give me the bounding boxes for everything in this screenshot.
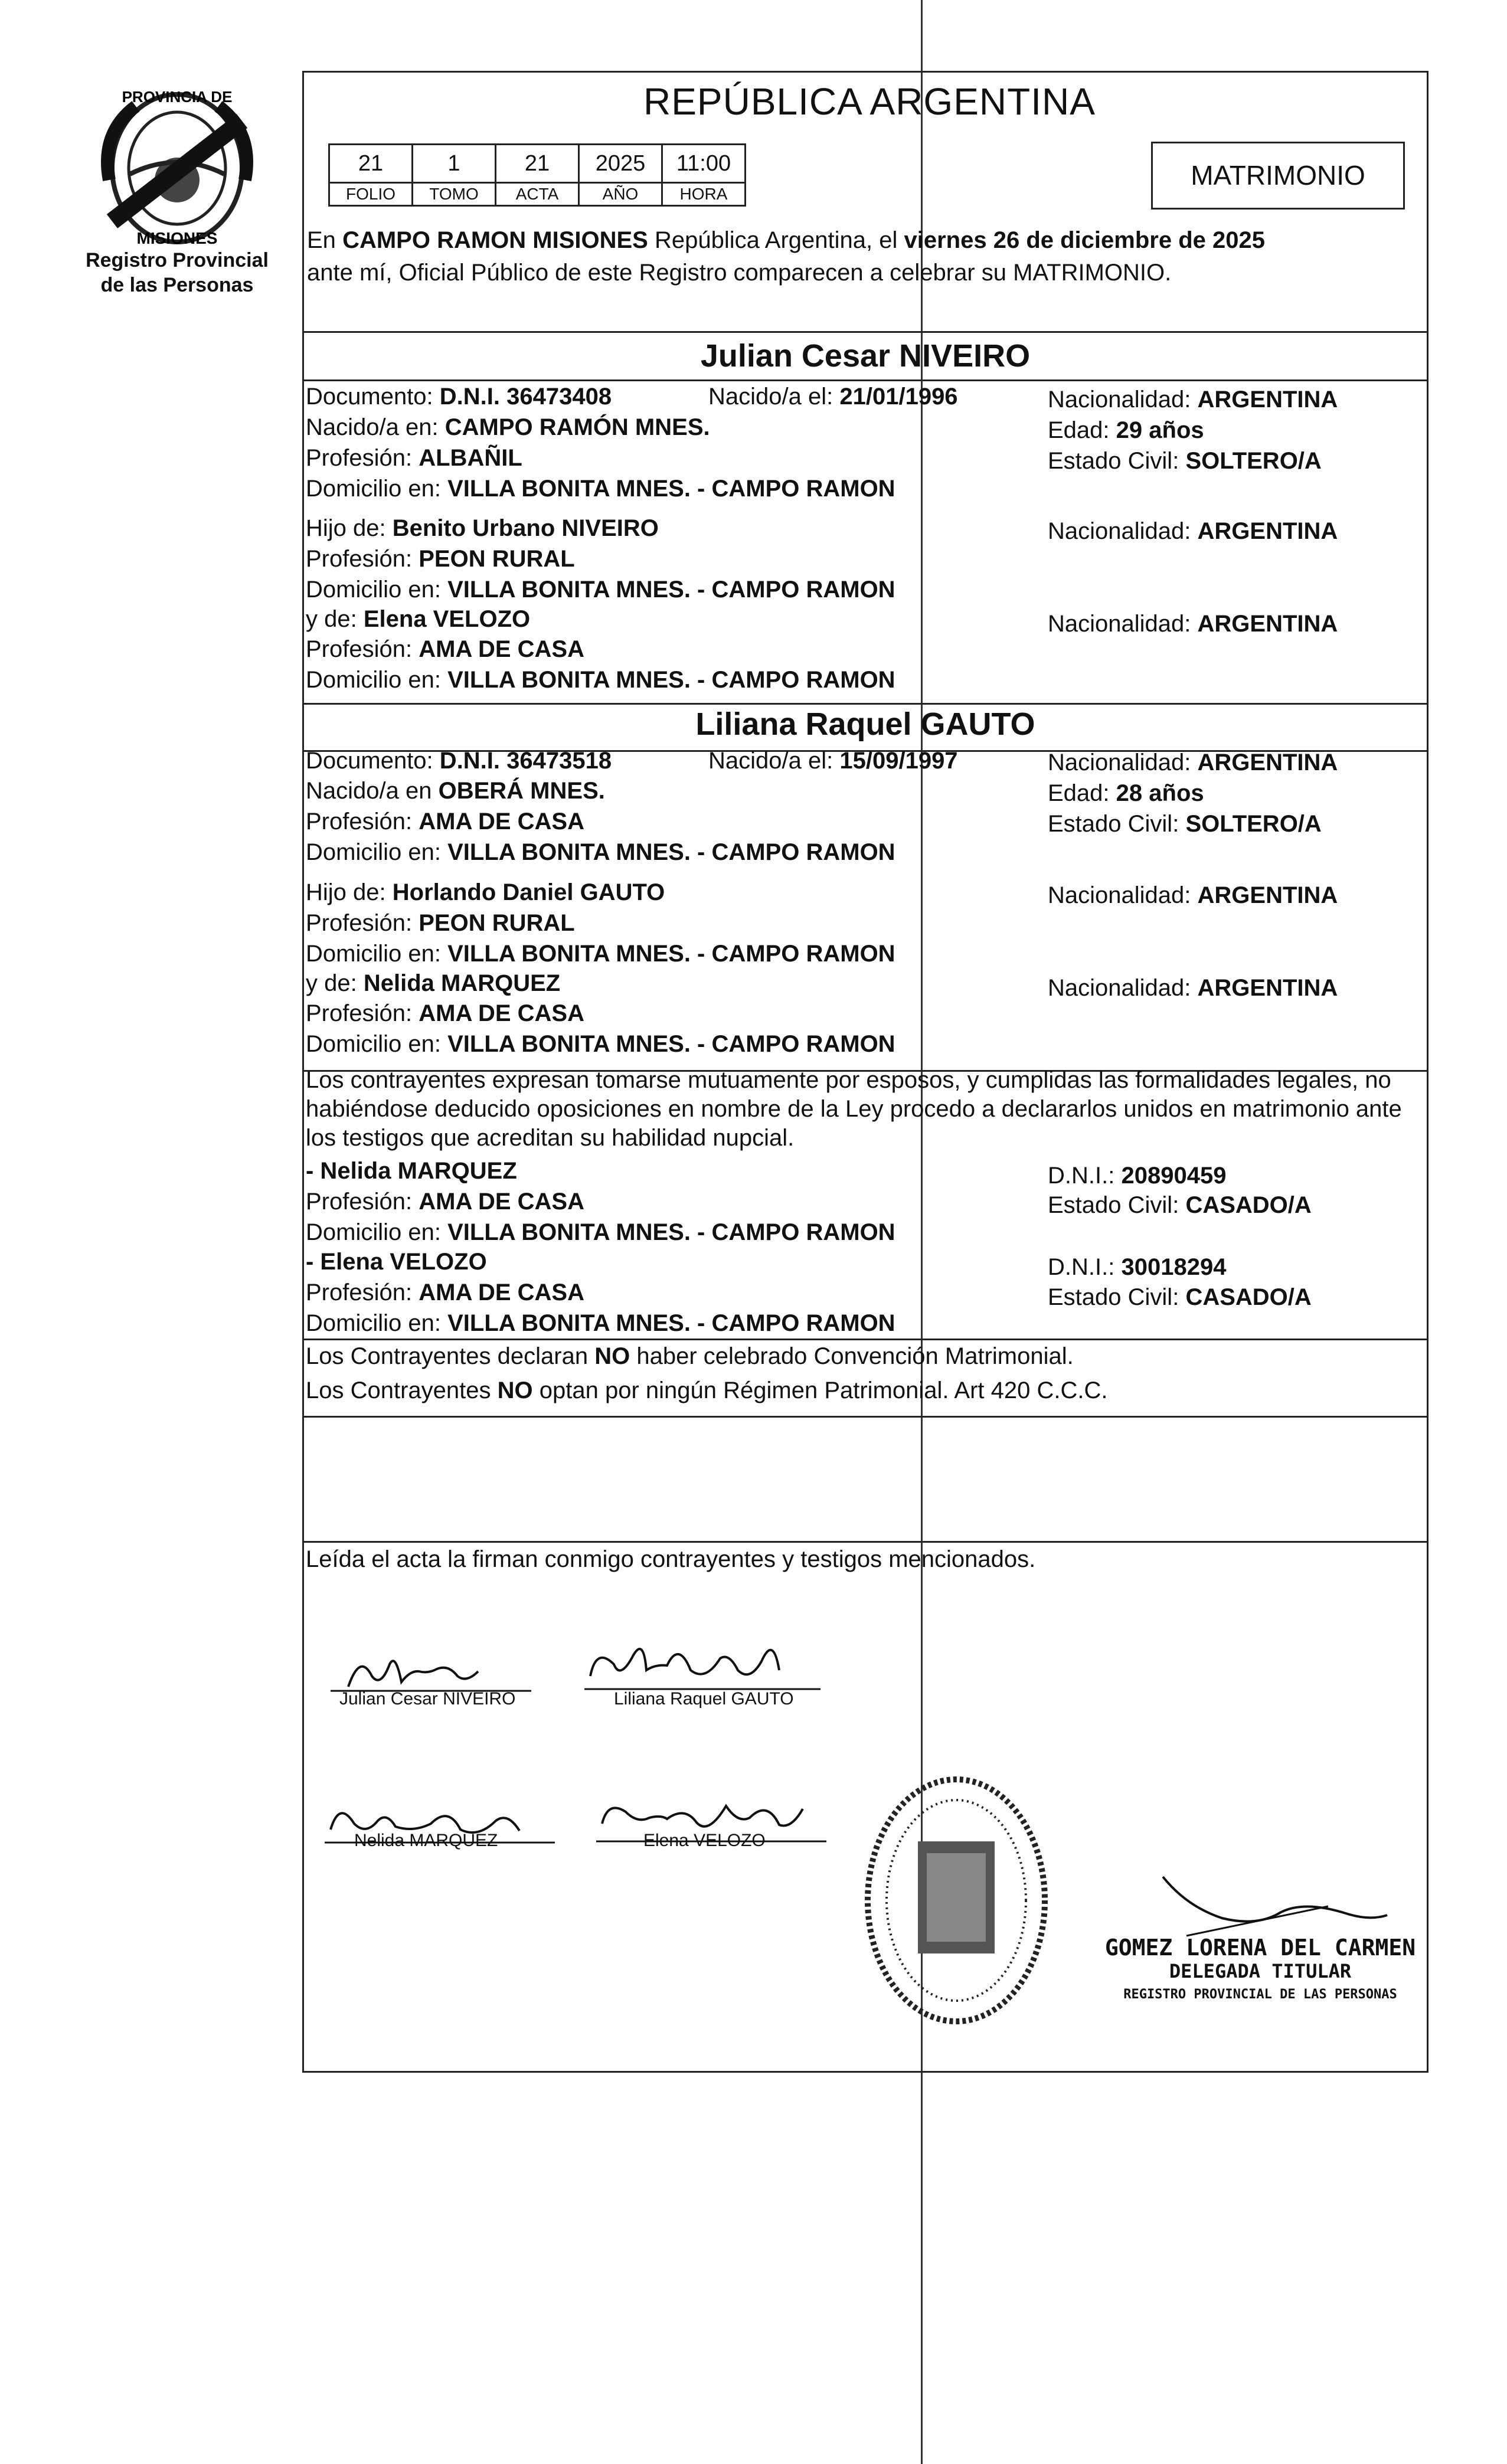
groom-name: Julian Cesar NIVEIRO (700, 338, 1031, 374)
tomo-label: TOMO (413, 183, 496, 206)
intro-line2: ante mí, Oficial Público de este Registro comparecen a celebrar su MATRIMONIO. (307, 260, 1172, 286)
witness-1-civil-status: Estado Civil: CASADO/A (1048, 1192, 1312, 1218)
regime-line2: Los Contrayentes NO optan por ningún Régimen Patrimonial. Art 420 C.C.C. (306, 1377, 1108, 1403)
anio-label: AÑO (579, 183, 662, 206)
intro-line1 (307, 227, 1265, 254)
divider (304, 1416, 1427, 1418)
declaration-line2: habiéndose deducido oposiciones en nombre de la Ley procedo a declararlos unidos en matrimonio ante (306, 1096, 1402, 1122)
groom-birthplace: Nacido/a en: CAMPO RAMÓN MNES. (306, 414, 710, 440)
witness-2-name: - Elena VELOZO (306, 1249, 487, 1275)
witness-2-profession: Profesión: AMA DE CASA (306, 1280, 584, 1305)
witness-1-profession: Profesión: AMA DE CASA (306, 1189, 584, 1215)
groom-father-profession: Profesión: PEON RURAL (306, 546, 575, 572)
groom-father-address: Domicilio en: VILLA BONITA MNES. - CAMPO RAMON (306, 577, 895, 603)
divider (304, 379, 1427, 381)
svg-text:MISIONES: MISIONES (136, 229, 218, 247)
declaration-line1: Los contrayentes expresan tomarse mutuamente por esposos, y cumplidas las formalidades legales, no (306, 1067, 1391, 1093)
bride-name: Liliana Raquel GAUTO (695, 706, 1035, 742)
groom-born: Nacido/a el: 21/01/1996 (708, 384, 958, 410)
bride-mother: y de: Nelida MARQUEZ (306, 970, 561, 996)
intro-mid: República Argentina, el (654, 227, 898, 253)
bride-father-profession: Profesión: PEON RURAL (306, 910, 575, 936)
folio-value: 21 (329, 145, 413, 183)
groom-mother-address: Domicilio en: VILLA BONITA MNES. - CAMPO RAMON (306, 667, 895, 693)
registry-caption (71, 248, 283, 297)
groom-civil-status: Estado Civil: SOLTERO/A (1048, 448, 1322, 474)
groom-mother-profession: Profesión: AMA DE CASA (306, 636, 584, 662)
declaration-line3: los testigos que acreditan su habilidad nupcial. (306, 1125, 795, 1151)
hora-label: HORA (662, 183, 746, 206)
groom-mother: y de: Elena VELOZO (306, 606, 531, 632)
bride-age: Edad: 28 años (1048, 780, 1204, 806)
regime-line1: Los Contrayentes declaran NO haber celebrado Convención Matrimonial. (306, 1343, 1074, 1369)
groom-age: Edad: 29 años (1048, 417, 1204, 443)
witness-2-civil-status: Estado Civil: CASADO/A (1048, 1284, 1312, 1310)
bride-father-address: Domicilio en: VILLA BONITA MNES. - CAMPO RAMON (306, 941, 895, 967)
bride-mother-address: Domicilio en: VILLA BONITA MNES. - CAMPO RAMON (306, 1031, 895, 1057)
acta-label: ACTA (496, 183, 579, 206)
groom-mother-nationality: Nacionalidad: ARGENTINA (1048, 611, 1338, 637)
bride-nationality: Nacionalidad: ARGENTINA (1048, 750, 1338, 775)
official-stamp-registry: REGISTRO PROVINCIAL DE LAS PERSONAS (1123, 1987, 1397, 2002)
divider (304, 331, 1427, 333)
signature-witness-1-label: Nelida MARQUEZ (354, 1831, 498, 1850)
registry-caption-line2: de las Personas (100, 274, 254, 296)
witness-2-address: Domicilio en: VILLA BONITA MNES. - CAMPO RAMON (306, 1310, 895, 1336)
witness-1-dni: D.N.I.: 20890459 (1048, 1163, 1227, 1189)
bride-mother-nationality: Nacionalidad: ARGENTINA (1048, 975, 1338, 1001)
registry-emblem (89, 86, 266, 251)
hora-value: 11:00 (662, 145, 746, 183)
tomo-value: 1 (413, 145, 496, 183)
signature-groom-label: Julian Cesar NIVEIRO (339, 1689, 516, 1709)
bride-doc: Documento: D.N.I. 36473518 (306, 748, 612, 774)
signature-bride-label: Liliana Raquel GAUTO (614, 1689, 794, 1709)
bride-civil-status: Estado Civil: SOLTERO/A (1048, 811, 1322, 837)
registration-table (328, 143, 746, 207)
bride-birthplace: Nacido/a en OBERÁ MNES. (306, 778, 605, 804)
page-title: REPÚBLICA ARGENTINA (643, 80, 1096, 123)
witness-1-name: - Nelida MARQUEZ (306, 1158, 517, 1184)
intro-date: viernes 26 de diciembre de 2025 (904, 227, 1265, 253)
official-stamp-name: GOMEZ LORENA DEL CARMEN (1104, 1935, 1416, 1961)
bride-father: Hijo de: Horlando Daniel GAUTO (306, 879, 665, 905)
groom-profession: Profesión: ALBAÑIL (306, 445, 522, 471)
divider (304, 1339, 1427, 1340)
bride-father-nationality: Nacionalidad: ARGENTINA (1048, 882, 1338, 908)
acta-value: 21 (496, 145, 579, 183)
witness-1-address: Domicilio en: VILLA BONITA MNES. - CAMPO RAMON (306, 1219, 895, 1245)
groom-address: Domicilio en: VILLA BONITA MNES. - CAMPO RAMON (306, 476, 895, 502)
divider (304, 703, 1427, 705)
act-type-box: MATRIMONIO (1151, 142, 1405, 210)
signature-witness-2-label: Elena VELOZO (643, 1831, 766, 1850)
groom-nationality: Nacionalidad: ARGENTINA (1048, 387, 1338, 413)
bride-profession: Profesión: AMA DE CASA (306, 809, 584, 835)
official-stamp (1101, 1936, 1420, 2007)
bride-mother-profession: Profesión: AMA DE CASA (306, 1000, 584, 1026)
groom-father-nationality: Nacionalidad: ARGENTINA (1048, 518, 1338, 544)
anio-value: 2025 (579, 145, 662, 183)
official-stamp-title: DELEGADA TITULAR (1169, 1960, 1352, 1982)
groom-doc: Documento: D.N.I. 36473408 (306, 384, 612, 410)
closing-statement: Leída el acta la firman conmigo contrayentes y testigos mencionados. (306, 1546, 1036, 1572)
official-signature (1151, 1871, 1399, 1942)
intro-place: CAMPO RAMON MISIONES (342, 227, 648, 253)
folio-label: FOLIO (329, 183, 413, 206)
divider (304, 1541, 1427, 1543)
groom-father: Hijo de: Benito Urbano NIVEIRO (306, 515, 659, 541)
intro-en: En (307, 227, 336, 253)
registry-caption-line1: Registro Provincial (86, 249, 269, 271)
bride-address: Domicilio en: VILLA BONITA MNES. - CAMPO RAMON (306, 839, 895, 865)
bride-born: Nacido/a el: 15/09/1997 (708, 748, 958, 774)
official-seal (856, 1771, 1057, 2030)
witness-2-dni: D.N.I.: 30018294 (1048, 1254, 1227, 1280)
svg-text:PROVINCIA DE: PROVINCIA DE (122, 88, 233, 106)
